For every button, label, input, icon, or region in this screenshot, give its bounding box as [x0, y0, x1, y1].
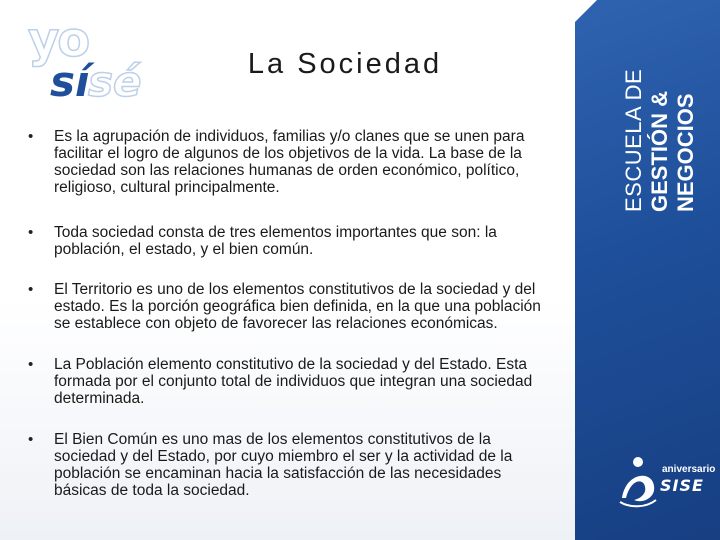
- list-item-text: El Bien Común es uno mas de los elementos constitutivos de la sociedad y del Estado, por cuyo miembro el ser y la actividad de la población se encaminan hacia la satisfacción de las necesidades básicas de toda la sociedad.: [54, 431, 513, 499]
- bullet-list: [28, 128, 556, 499]
- yo-si-se-logo: [28, 12, 142, 114]
- list-item-text: La Población elemento constitutivo de la sociedad y del Estado. Esta formada por el conjunto total de individuos que integran una sociedad determinada.: [54, 356, 533, 407]
- list-item-text: Toda sociedad consta de tres elementos importantes que son: la población, el estado, y el bien común.: [54, 224, 497, 258]
- school-name-line1: ESCUELA DE: [621, 68, 646, 212]
- bullet-marker: •: [28, 356, 34, 373]
- bullet-marker: •: [28, 431, 34, 448]
- brand-band-notch: [575, 0, 597, 22]
- list-item-text: Es la agrupación de individuos, familias y/o clanes que se unen para facilitar el logro de algunos de los objetivos de la vida. La base de la sociedad son las relaciones humanas de orden económico, político, religioso, cultural principalmente.: [54, 128, 525, 196]
- list-item: [28, 281, 556, 332]
- list-item-text: El Territorio es uno de los elementos constitutivos de la sociedad y del estado. Es la porción geográfica bien definida, en la que una población se establece con objeto de favorecer las relaciones económicas.: [54, 281, 541, 332]
- school-name-line3: NEGOCIOS: [673, 93, 698, 212]
- bullet-marker: •: [28, 281, 34, 298]
- list-item: [28, 128, 556, 196]
- logo-si-text: sí: [50, 57, 90, 106]
- bullet-marker: •: [28, 224, 34, 241]
- logo-yo-text: yo: [28, 12, 89, 68]
- anniversary-swirl-icon: [616, 452, 660, 508]
- school-name-line2: GESTIÓN &: [647, 90, 672, 212]
- list-item: [28, 431, 556, 499]
- anniversary-brand: SISE: [660, 476, 704, 495]
- list-item: [28, 224, 556, 258]
- logo-se-text: sé: [88, 57, 142, 106]
- bullet-marker: •: [28, 128, 34, 145]
- school-name: [621, 68, 699, 212]
- list-item: [28, 356, 556, 407]
- slide-title: La Sociedad: [247, 48, 443, 80]
- anniversary-badge: [616, 452, 716, 512]
- anniversary-label: aniversario: [662, 464, 716, 475]
